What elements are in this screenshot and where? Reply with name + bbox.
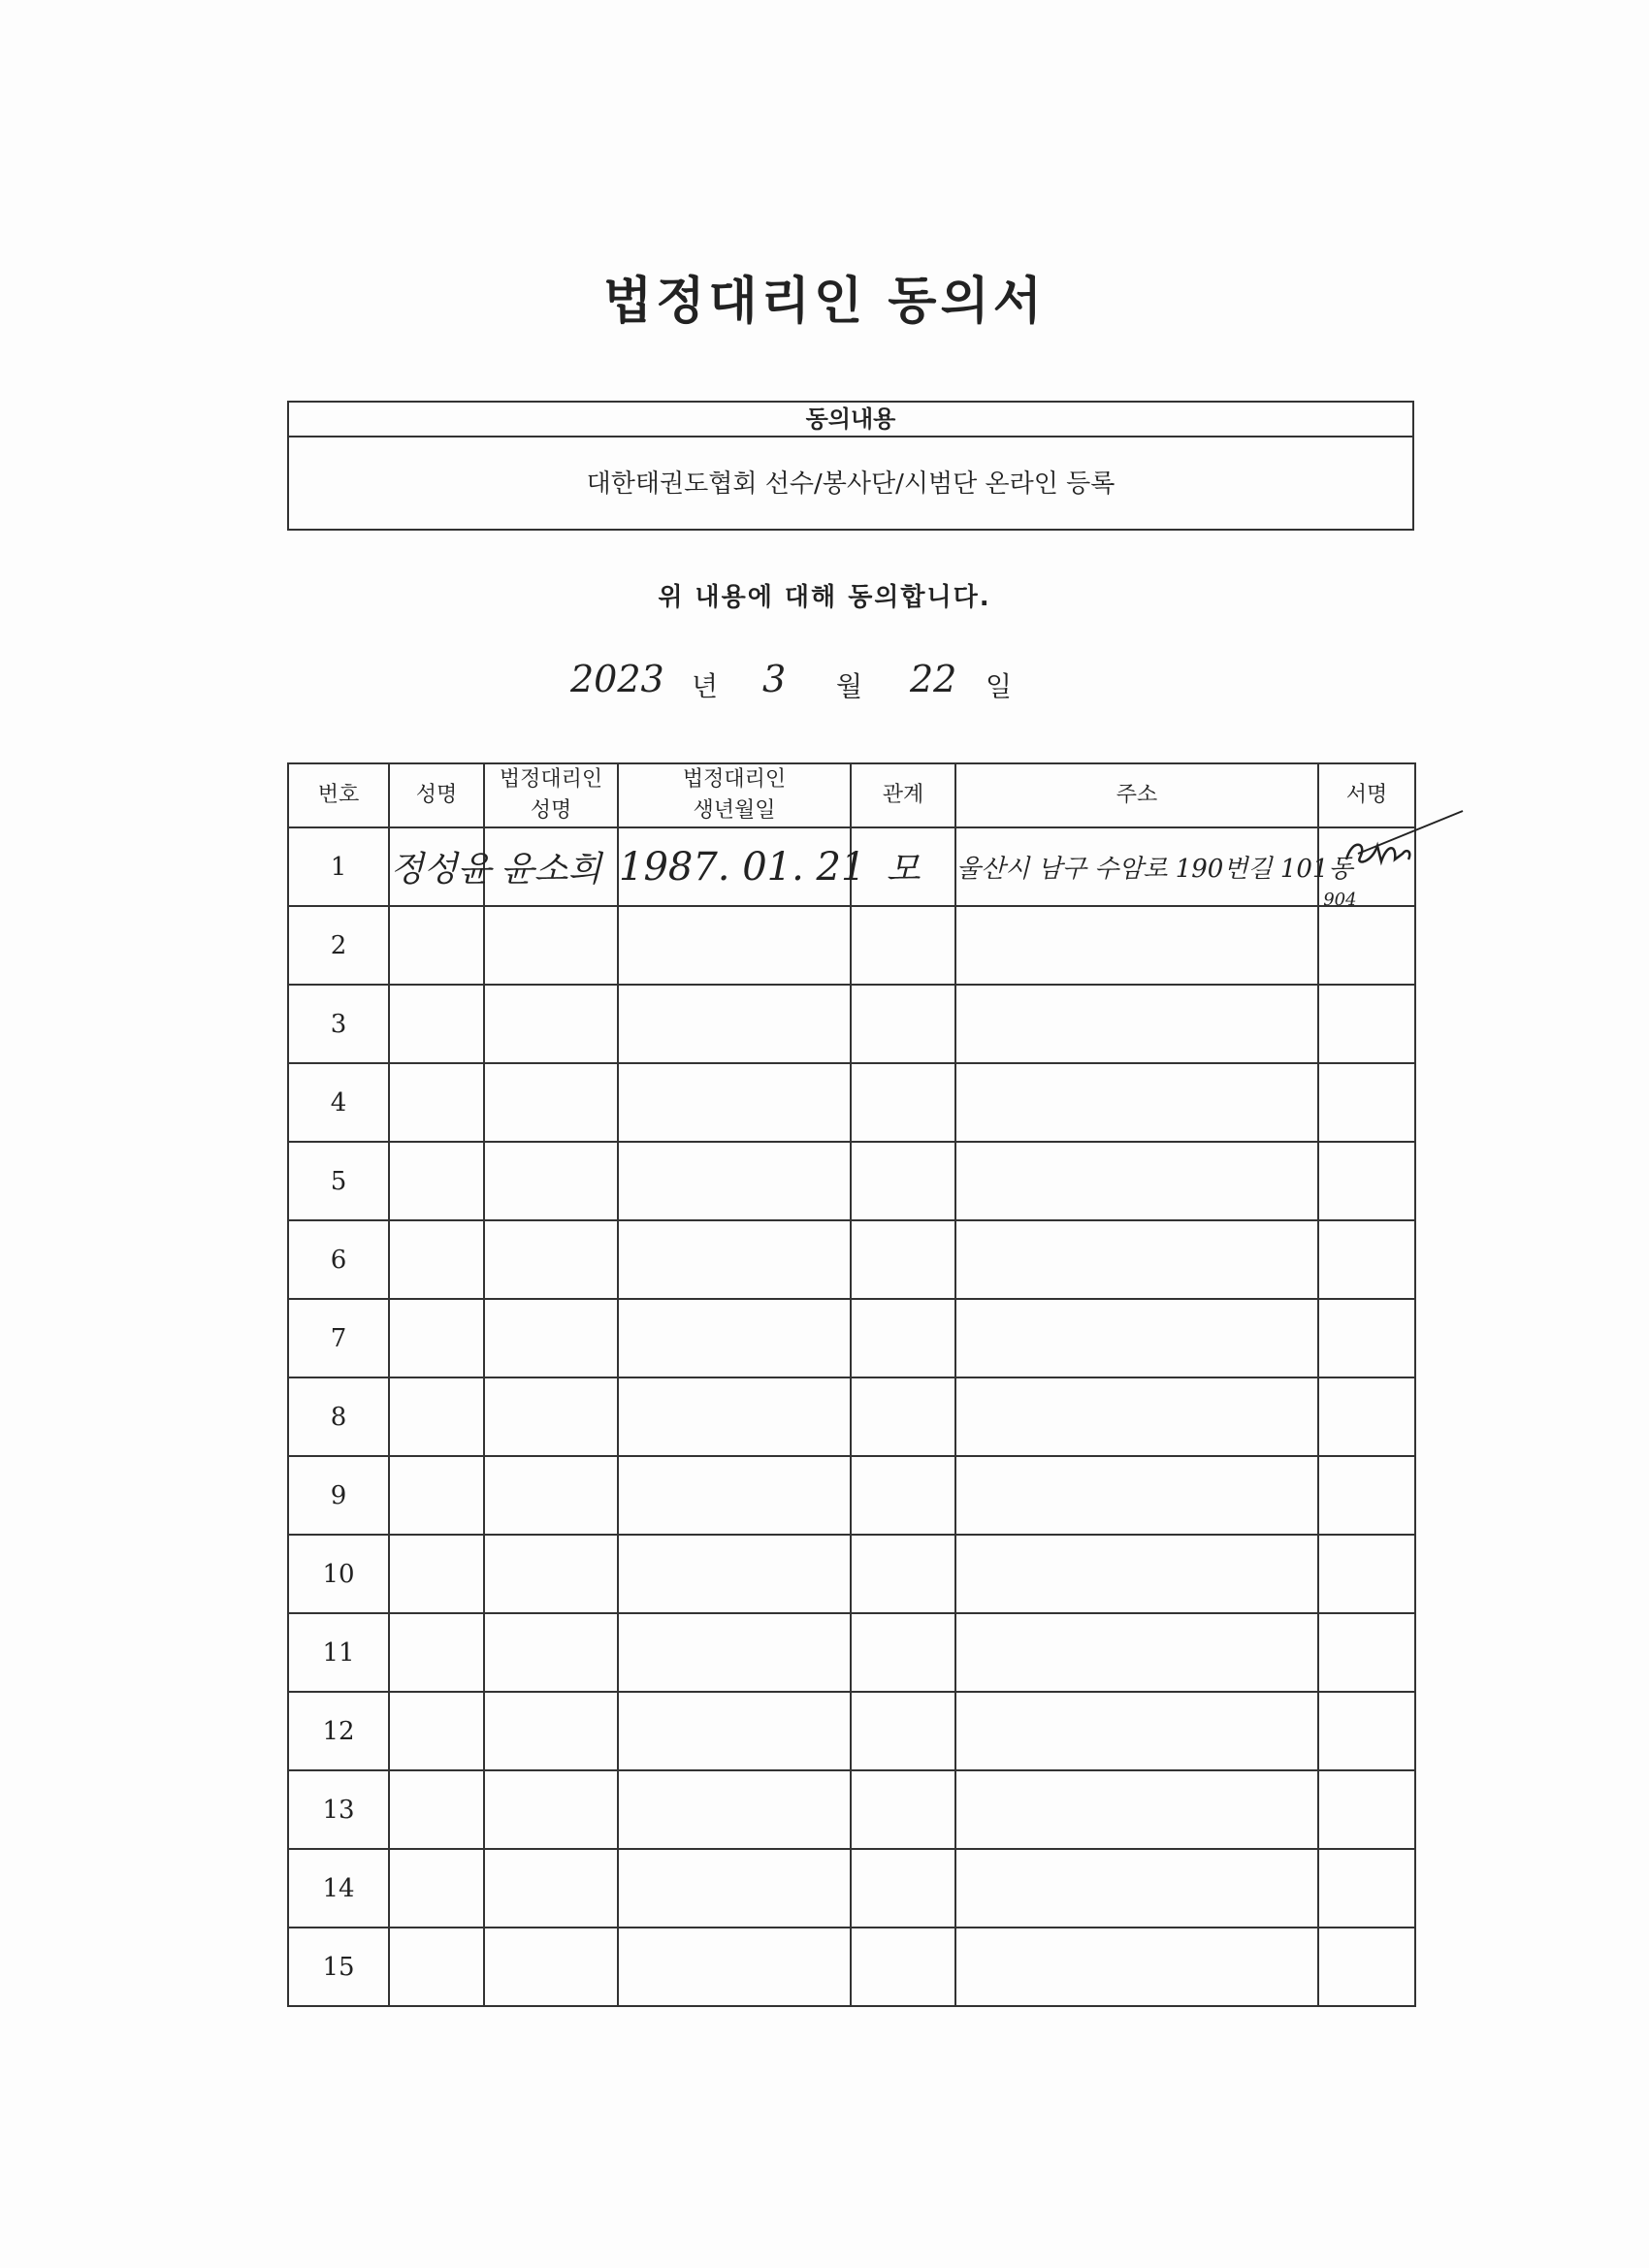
signature-date (0, 660, 1649, 708)
header-address: 주소 (955, 763, 1318, 827)
consent-content-box (287, 401, 1414, 531)
row-guardian-birth (618, 1299, 851, 1377)
table-row (288, 1692, 1415, 1770)
table-row (288, 1535, 1415, 1613)
row-guardian-birth (618, 906, 851, 985)
table-row (288, 1456, 1415, 1535)
row-relation (851, 1535, 955, 1613)
row-address (955, 1849, 1318, 1928)
row-address (955, 906, 1318, 985)
table-body (288, 827, 1415, 2006)
row-signature (1318, 1849, 1415, 1928)
row-guardian-name (484, 985, 618, 1063)
page-title: 법정대리인 동의서 (603, 273, 1046, 331)
row-signature (1318, 1770, 1415, 1849)
row-name (389, 1535, 484, 1613)
table-row (288, 1142, 1415, 1220)
row-address (955, 1770, 1318, 1849)
row-guardian-name (484, 906, 618, 985)
row-relation (851, 1770, 955, 1849)
date-month: 3 (762, 658, 787, 700)
row-relation (851, 1299, 955, 1377)
row-guardian-birth (618, 1692, 851, 1770)
row-signature (1318, 1692, 1415, 1770)
row-number: 13 (288, 1770, 389, 1849)
table-header-row (288, 763, 1415, 827)
row-guardian-birth (618, 1142, 851, 1220)
row-guardian-birth (618, 1220, 851, 1299)
row-signature (1318, 827, 1415, 906)
row-guardian-birth (618, 1063, 851, 1142)
row-name (389, 1142, 484, 1220)
row-number: 14 (288, 1849, 389, 1928)
row-guardian-name (484, 1299, 618, 1377)
row-guardian-name (484, 1613, 618, 1692)
row-number: 4 (288, 1063, 389, 1142)
row-relation (851, 1613, 955, 1692)
row-signature (1318, 985, 1415, 1063)
row-name (389, 1613, 484, 1692)
table-row (288, 906, 1415, 985)
row-signature (1318, 906, 1415, 985)
row-address (955, 1535, 1318, 1613)
row-signature (1318, 1142, 1415, 1220)
row-number: 2 (288, 906, 389, 985)
row-relation (851, 1849, 955, 1928)
header-guardian-birth: 법정대리인 생년월일 (618, 763, 851, 827)
row-name (389, 1220, 484, 1299)
row-guardian-birth (618, 1613, 851, 1692)
consent-header: 동의내용 (289, 403, 1412, 437)
row-address (955, 1692, 1318, 1770)
row-guardian-birth (618, 1849, 851, 1928)
table-row (288, 1220, 1415, 1299)
row-relation (851, 1220, 955, 1299)
row-guardian-name (484, 1928, 618, 2006)
row-name (389, 1377, 484, 1456)
row-address: 울산시 남구 수암로 190번길 101동 904 (955, 827, 1318, 906)
row-number: 7 (288, 1299, 389, 1377)
date-year-label: 년 (692, 670, 719, 702)
row-guardian-name (484, 1456, 618, 1535)
row-guardian-name (484, 1535, 618, 1613)
row-name: 정성윤 (389, 827, 484, 906)
row-signature (1318, 1220, 1415, 1299)
row-guardian-name (484, 1692, 618, 1770)
row-address (955, 1928, 1318, 2006)
row-number: 3 (288, 985, 389, 1063)
agreement-statement: 위 내용에 대해 동의합니다. (658, 583, 991, 612)
row-signature (1318, 1063, 1415, 1142)
row-number: 10 (288, 1535, 389, 1613)
row-signature (1318, 1299, 1415, 1377)
guardian-roster-table (287, 762, 1416, 2007)
row-relation (851, 1692, 955, 1770)
row-relation (851, 1456, 955, 1535)
row-number: 11 (288, 1613, 389, 1692)
row-address (955, 985, 1318, 1063)
header-guardian-name: 법정대리인 성명 (484, 763, 618, 827)
header-number: 번호 (288, 763, 389, 827)
row-address (955, 1613, 1318, 1692)
row-guardian-birth (618, 1928, 851, 2006)
row-signature (1318, 1456, 1415, 1535)
row-guardian-name (484, 1377, 618, 1456)
row-name (389, 1770, 484, 1849)
row-address-sub: 904 (1323, 890, 1357, 910)
row-number: 8 (288, 1377, 389, 1456)
row-guardian-name: 윤소희 (484, 827, 618, 906)
row-number: 5 (288, 1142, 389, 1220)
row-number: 6 (288, 1220, 389, 1299)
row-relation: 모 (851, 827, 955, 906)
row-guardian-name (484, 1220, 618, 1299)
row-guardian-birth (618, 1770, 851, 1849)
row-number: 15 (288, 1928, 389, 2006)
row-signature (1318, 1613, 1415, 1692)
row-name (389, 985, 484, 1063)
row-signature (1318, 1377, 1415, 1456)
row-relation (851, 906, 955, 985)
row-number: 9 (288, 1456, 389, 1535)
table-row (288, 1770, 1415, 1849)
row-address (955, 1299, 1318, 1377)
row-guardian-name (484, 1142, 618, 1220)
table-row (288, 1377, 1415, 1456)
row-name (389, 1928, 484, 2006)
row-relation (851, 985, 955, 1063)
row-address (955, 1377, 1318, 1456)
header-signature: 서명 (1318, 763, 1415, 827)
consent-text: 대한태권도협회 선수/봉사단/시범단 온라인 등록 (586, 470, 1116, 499)
row-guardian-birth (618, 1377, 851, 1456)
row-guardian-name (484, 1063, 618, 1142)
handwritten-signature (1339, 809, 1465, 887)
table-row (288, 985, 1415, 1063)
table-row (288, 1849, 1415, 1928)
row-name (389, 906, 484, 985)
row-relation (851, 1063, 955, 1142)
row-guardian-name (484, 1770, 618, 1849)
row-name (389, 1692, 484, 1770)
row-name (389, 1456, 484, 1535)
date-day-label: 일 (986, 670, 1013, 702)
row-number: 12 (288, 1692, 389, 1770)
table-row (288, 1063, 1415, 1142)
table-row (288, 1613, 1415, 1692)
row-relation (851, 1377, 955, 1456)
row-relation (851, 1142, 955, 1220)
row-address (955, 1142, 1318, 1220)
row-signature (1318, 1928, 1415, 2006)
row-relation (851, 1928, 955, 2006)
table-row (288, 827, 1415, 906)
row-guardian-birth (618, 985, 851, 1063)
row-address (955, 1220, 1318, 1299)
row-address (955, 1063, 1318, 1142)
table-row (288, 1299, 1415, 1377)
row-name (389, 1849, 484, 1928)
row-address (955, 1456, 1318, 1535)
row-name (389, 1063, 484, 1142)
row-name (389, 1299, 484, 1377)
header-name: 성명 (389, 763, 484, 827)
row-number: 1 (288, 827, 389, 906)
table-row (288, 1928, 1415, 2006)
row-signature (1318, 1535, 1415, 1613)
date-year: 2023 (570, 658, 664, 700)
date-month-label: 월 (836, 670, 863, 702)
row-guardian-birth (618, 1456, 851, 1535)
row-guardian-name (484, 1849, 618, 1928)
date-day: 22 (910, 658, 957, 700)
row-guardian-birth (618, 1535, 851, 1613)
header-relation: 관계 (851, 763, 955, 827)
row-guardian-birth: 1987. 01. 21 (618, 827, 851, 906)
